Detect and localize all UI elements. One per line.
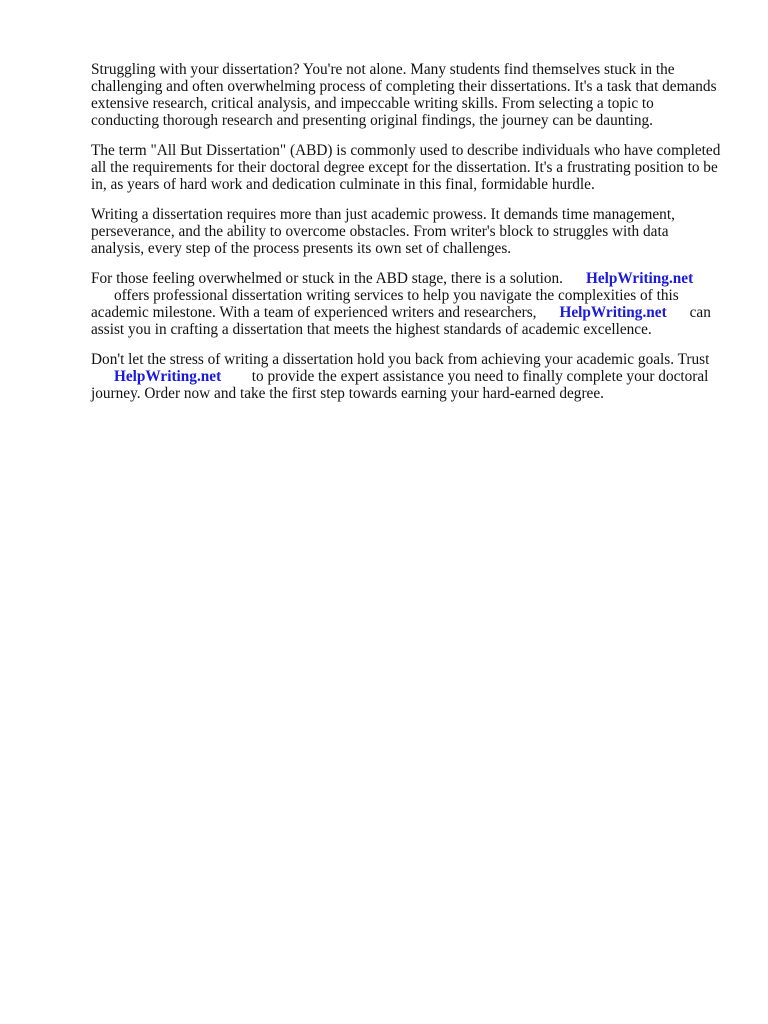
trust-text-after: to provide the expert assistance you need to finally complete your doctoral journey. Order now and take the first step towards earning your hard-earned degree. <box>91 368 709 402</box>
solution-text-after: can assist you in crafting a dissertation that meets the highest standards of academic excellence. <box>91 304 711 338</box>
helpwriting-link-1[interactable]: HelpWriting.net <box>585 270 694 287</box>
trust-text-before: Don't let the stress of writing a dissertation hold you back from achieving your academic goals. Trust <box>91 351 710 368</box>
paragraph-challenges: Writing a dissertation requires more than just academic prowess. It demands time management, perseverance, and the ability to overcome obstacles. From writer's block to struggles with data analysis, every step of the process presents its own set of challenges. <box>91 206 675 257</box>
paragraph-trust <box>91 351 723 402</box>
paragraph-solution <box>91 270 723 338</box>
solution-text-middle: offers professional dissertation writing services to help you navigate the complexities of this academic milestone. With a team of experienced writers and researchers, <box>91 287 679 321</box>
paragraph-abd: The term "All But Dissertation" (ABD) is commonly used to describe individuals who have completed all the requirements for their doctoral degree except for the dissertation. It's a frustrating position to be in, as years of hard work and dedication culminate in this final, formidable hurdle. <box>91 142 721 193</box>
helpwriting-link-3[interactable]: HelpWriting.net <box>113 368 222 385</box>
solution-text-before: For those feeling overwhelmed or stuck in the ABD stage, there is a solution. <box>91 270 563 287</box>
document-page <box>91 61 723 415</box>
helpwriting-link-2[interactable]: HelpWriting.net <box>559 304 667 321</box>
paragraph-intro: Struggling with your dissertation? You're not alone. Many students find themselves stuck in the challenging and often overwhelming process of completing their dissertations. It's a task that demands extensive research, critical analysis, and impeccable writing skills. From selecting a topic to conducting thorough research and presenting original findings, the journey can be daunting. <box>91 61 717 129</box>
